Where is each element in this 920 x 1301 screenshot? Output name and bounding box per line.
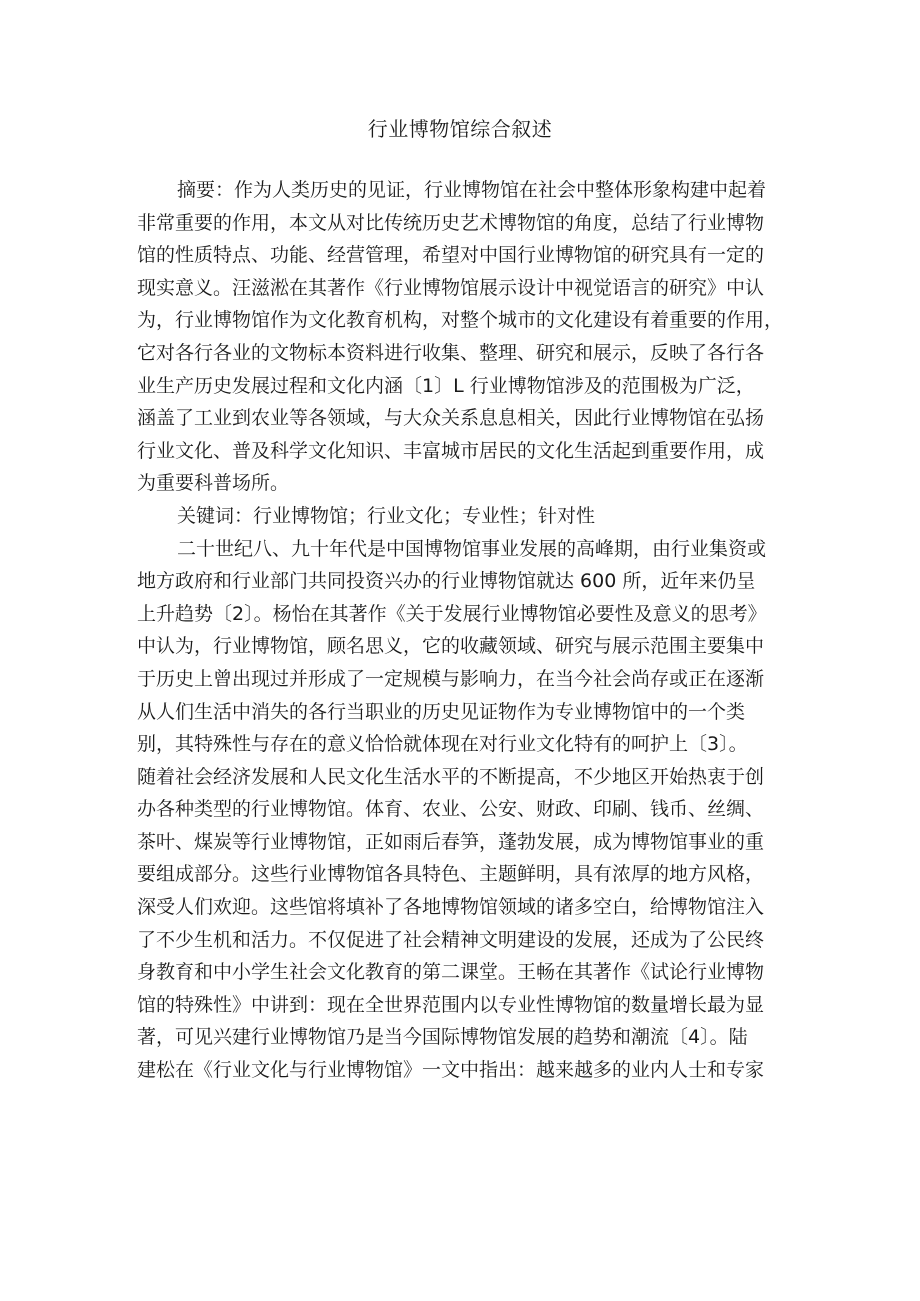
abstract-paragraph (137, 174, 797, 500)
keywords-line: 关键词：行业博物馆；行业文化；专业性；针对性 (177, 504, 596, 527)
document-title: 行业博物馆综合叙述 (367, 117, 553, 141)
body-line: 要组成部分。这些行业博物馆各具特色、主题鲜明，具有浓厚的地方风格， (137, 863, 765, 886)
abstract-line: 馆的性质特点、功能、经营管理，希望对中国行业博物馆的研究具有一定的 (137, 244, 765, 267)
abstract-line: 业生产历史发展过程和文化内涵〔1〕L 行业博物馆涉及的范围极为广泛， (137, 374, 755, 397)
abstract-line: 非常重要的作用，本文从对比传统历史艺术博物馆的角度，总结了行业博物 (137, 211, 765, 234)
body-line: 地方政府和行业部门共同投资兴办的行业博物馆就达 600 所，近年来仍呈 (137, 570, 756, 593)
abstract-line: 行业文化、普及科学文化知识、丰富城市居民的文化生活起到重要作用，成 (137, 439, 765, 462)
document-body (137, 174, 797, 1087)
abstract-line: 为重要科普场所。 (137, 472, 290, 495)
body-line: 著，可见兴建行业博物馆乃是当今国际博物馆发展的趋势和潮流〔4〕。陆 (137, 1026, 748, 1049)
body-line: 身教育和中小学生社会文化教育的第二课堂。王畅在其著作《试论行业博物 (137, 961, 765, 984)
body-line: 了不少生机和活力。不仅促进了社会精神文明建设的发展，还成为了公民终 (137, 928, 765, 951)
body-line: 中认为，行业博物馆，顾名思义，它的收藏领域、研究与展示范围主要集中 (137, 635, 765, 658)
body-line: 于历史上曾出现过并形成了一定规模与影响力，在当今社会尚存或正在逐渐 (137, 667, 765, 690)
abstract-line: 现实意义。汪滋淞在其著作《行业博物馆展示设计中视觉语言的研究》中认 (137, 276, 765, 299)
body-line: 深受人们欢迎。这些馆将填补了各地博物馆领域的诸多空白，给博物馆注入 (137, 896, 765, 919)
body-line: 馆的特殊性》中讲到：现在全世界范围内以专业性博物馆的数量增长最为显 (137, 993, 765, 1016)
abstract-line: 它对各行各业的文物标本资料进行收集、整理、研究和展示，反映了各行各 (137, 341, 765, 364)
keywords-paragraph (137, 500, 797, 533)
body-line: 随着社会经济发展和人民文化生活水平的不断提高，不少地区开始热衷于创 (137, 765, 765, 788)
body-line: 二十世纪八、九十年代是中国博物馆事业发展的高峰期，由行业集资或 (177, 537, 767, 560)
body-line: 上升趋势〔2〕。杨怡在其著作《关于发展行业博物馆必要性及意义的思考》 (137, 602, 767, 625)
body-paragraph (137, 533, 797, 1087)
abstract-line: 为，行业博物馆作为文化教育机构，对整个城市的文化建设有着重要的作用， (137, 309, 784, 332)
body-line: 从人们生活中消失的各行当职业的历史见证物作为专业博物馆中的一个类 (137, 700, 746, 723)
abstract-line: 摘要：作为人类历史的见证，行业博物馆在社会中整体形象构建中起着 (177, 179, 767, 201)
body-line: 茶叶、煤炭等行业博物馆，正如雨后春笋，蓬勃发展，成为博物馆事业的重 (137, 830, 765, 853)
body-line: 别，其特殊性与存在的意义恰恰就体现在对行业文化特有的呵护上〔3〕。 (137, 733, 748, 756)
body-line: 建松在《行业文化与行业博物馆》一文中指出：越来越多的业内人士和专家 (137, 1059, 765, 1082)
abstract-line: 涵盖了工业到农业等各领域，与大众关系息息相关，因此行业博物馆在弘扬 (137, 407, 765, 430)
body-line: 办各种类型的行业博物馆。体育、农业、公安、财政、印刷、钱币、丝绸、 (137, 798, 765, 821)
